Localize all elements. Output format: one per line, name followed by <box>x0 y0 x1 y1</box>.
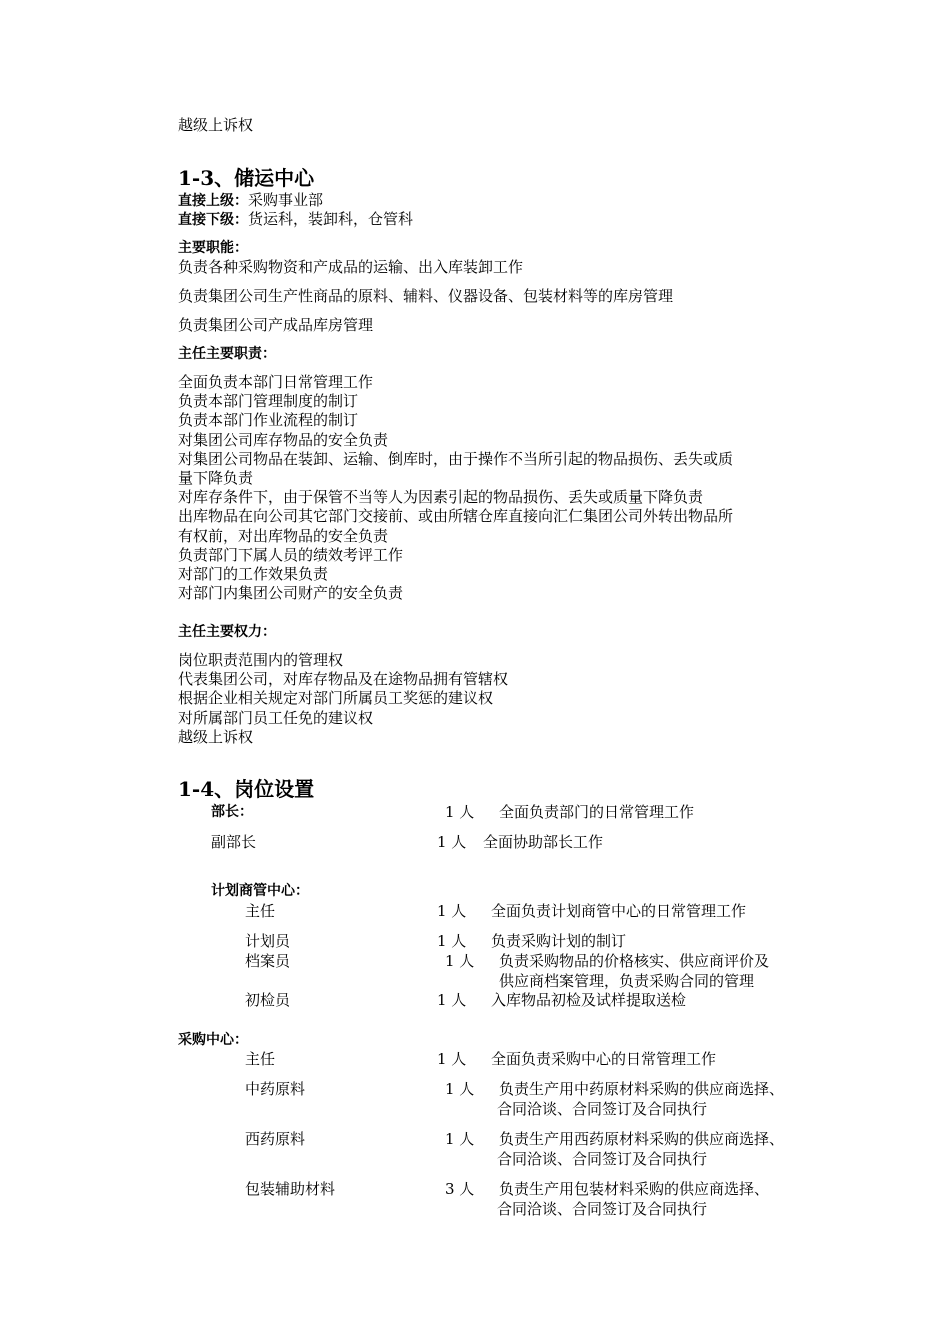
duty-item: 全面负责本部门日常管理工作 <box>178 373 374 391</box>
vice-minister-desc: 全面协助部长工作 <box>483 833 604 851</box>
direct-subordinate-label: 直接下级： <box>178 212 248 228</box>
inspector-count: 1 人 <box>437 991 467 1009</box>
inspector-title: 初检员 <box>245 991 291 1009</box>
planner-count: 1 人 <box>437 932 467 950</box>
power-item: 岗位职责范围内的管理权 <box>178 651 344 669</box>
planning-center-label: 计划商管中心： <box>211 883 309 899</box>
packaging-material-title: 包装辅助材料 <box>245 1180 336 1198</box>
vice-minister-title: 副部长 <box>211 833 257 851</box>
vice-minister-count: 1 人 <box>437 833 467 851</box>
main-functions-label: 主要职能： <box>178 240 248 256</box>
power-item: 对所属部门员工任免的建议权 <box>178 708 374 727</box>
packaging-material-count: 3 人 <box>445 1180 475 1198</box>
function-item: 负责各种采购物资和产成品的运输、出入库装卸工作 <box>178 258 524 276</box>
purchase-center-label: 采购中心： <box>178 1032 248 1048</box>
tcm-material-count: 1 人 <box>445 1080 475 1098</box>
direct-subordinate-value: 货运科，装卸科，仓管科 <box>248 210 414 228</box>
duty-item: 对部门的工作效果负责 <box>178 565 329 584</box>
planner-desc: 负责采购计划的制订 <box>491 932 627 950</box>
director-powers-label: 主任主要权力： <box>178 624 276 640</box>
duty-item: 量下降负责 <box>178 469 254 488</box>
western-material-desc-line: 合同洽谈、合同签订及合同执行 <box>497 1150 708 1168</box>
packaging-material-desc-line: 合同洽谈、合同签订及合同执行 <box>497 1200 708 1218</box>
direct-superior-line <box>178 191 323 211</box>
duty-item: 对部门内集团公司财产的安全负责 <box>178 584 404 603</box>
section-1-4-heading: 1-4、岗位设置 <box>178 777 315 801</box>
duty-item: 负责本部门作业流程的制订 <box>178 411 359 430</box>
archivist-count: 1 人 <box>445 952 475 970</box>
packaging-material-desc-line: 负责生产用包装材料采购的供应商选择、 <box>499 1180 770 1198</box>
duty-item: 负责部门下属人员的绩效考评工作 <box>178 545 404 564</box>
inspector-desc: 入库物品初检及试样提取送检 <box>491 991 687 1009</box>
minister-desc: 全面负责部门的日常管理工作 <box>499 803 695 821</box>
western-material-title: 西药原料 <box>245 1130 306 1148</box>
tcm-material-title: 中药原料 <box>245 1080 306 1098</box>
planning-director-title: 主任 <box>245 902 276 920</box>
archivist-desc-line: 负责采购物品的价格核实、供应商评价及 <box>499 952 770 970</box>
purchase-director-desc: 全面负责采购中心的日常管理工作 <box>491 1050 717 1068</box>
tcm-material-desc-line: 合同洽谈、合同签订及合同执行 <box>497 1100 708 1118</box>
section-1-3-heading: 1-3、储运中心 <box>178 166 315 190</box>
western-material-desc-line: 负责生产用西药原材料采购的供应商选择、 <box>499 1130 785 1148</box>
director-duties-list <box>178 373 733 603</box>
archivist-desc-line: 供应商档案管理，负责采购合同的管理 <box>499 972 755 990</box>
planning-director-count: 1 人 <box>437 902 467 920</box>
power-item: 越级上诉权 <box>178 727 254 746</box>
duty-item: 出库物品在向公司其它部门交接前、或由所辖仓库直接向汇仁集团公司外转出物品所 <box>178 507 734 526</box>
minister-title: 部长： <box>211 804 253 820</box>
tcm-material-desc-line: 负责生产用中药原材料采购的供应商选择、 <box>499 1080 785 1098</box>
power-item: 代表集团公司，对库存物品及在途物品拥有管辖权 <box>178 670 509 689</box>
direct-superior-label: 直接上级： <box>178 193 248 209</box>
director-duties-label: 主任主要职责： <box>178 346 276 362</box>
planning-director-desc: 全面负责计划商管中心的日常管理工作 <box>491 902 747 920</box>
duty-item: 负责本部门管理制度的制订 <box>178 392 359 411</box>
direct-superior-value: 采购事业部 <box>248 191 324 209</box>
duty-item: 对库存条件下，由于保管不当等人为因素引起的物品损伤、丢失或质量下降负责 <box>178 488 704 507</box>
planner-title: 计划员 <box>245 932 291 950</box>
function-item: 负责集团公司产成品库房管理 <box>178 316 374 334</box>
archivist-title: 档案员 <box>245 952 291 970</box>
minister-count: 1 人 <box>445 803 475 821</box>
director-powers-list <box>178 651 508 747</box>
power-item: 根据企业相关规定对部门所属员工奖惩的建议权 <box>178 689 494 708</box>
appeal-right-text: 越级上诉权 <box>178 116 254 134</box>
duty-item: 对集团公司物品在装卸、运输、倒库时，由于操作不当所引起的物品损伤、丢失或质 <box>178 449 734 468</box>
function-item: 负责集团公司生产性商品的原料、辅料、仪器设备、包装材料等的库房管理 <box>178 287 674 305</box>
purchase-director-title: 主任 <box>245 1050 276 1068</box>
western-material-count: 1 人 <box>445 1130 475 1148</box>
duty-item: 有权前，对出库物品的安全负责 <box>178 526 389 545</box>
purchase-director-count: 1 人 <box>437 1050 467 1068</box>
direct-subordinate-line <box>178 210 413 230</box>
duty-item: 对集团公司库存物品的安全负责 <box>178 430 389 449</box>
